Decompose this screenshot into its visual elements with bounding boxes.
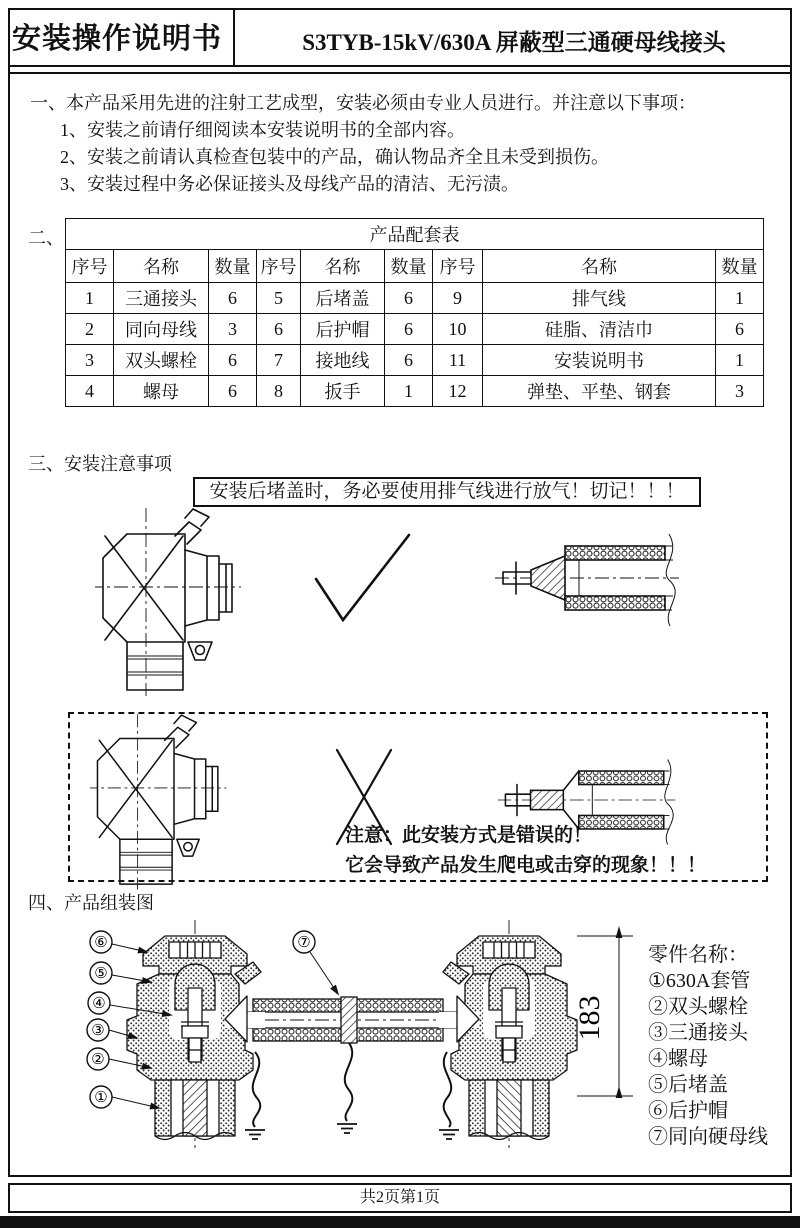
- col-header: 序号: [257, 250, 301, 283]
- cell: 6: [257, 314, 301, 345]
- ground-symbol: [337, 1124, 357, 1133]
- parts-list-item: ②双头螺栓: [648, 996, 748, 1018]
- cell: 2: [66, 314, 114, 345]
- cell: 安装说明书: [483, 345, 716, 376]
- col-header: 数量: [209, 250, 257, 283]
- cell: 8: [257, 376, 301, 407]
- assembly-connector-right: [439, 936, 577, 1140]
- cell: 6: [716, 314, 764, 345]
- assembly-diagram: [85, 918, 645, 1153]
- col-header: 序号: [66, 250, 114, 283]
- header-divider-bottom: [8, 72, 792, 74]
- callout-1: ①: [94, 1090, 108, 1106]
- col-header: 名称: [483, 250, 716, 283]
- cell: 5: [257, 283, 301, 314]
- busbar-joint-clamp: [341, 997, 357, 1043]
- cell: 接地线: [301, 345, 385, 376]
- header-divider-top: [8, 65, 792, 67]
- ground-symbol: [245, 1130, 265, 1139]
- cell: 排气线: [483, 283, 716, 314]
- section-2-label: 二、: [28, 228, 64, 248]
- cell: 6: [385, 345, 433, 376]
- cell: 6: [385, 283, 433, 314]
- cell: 1: [716, 283, 764, 314]
- section-1-item: 1、安装之前请仔细阅读本安装说明书的全部内容。: [60, 120, 465, 140]
- parts-list-item: ⑥后护帽: [648, 1100, 728, 1122]
- busbar-end-correct-drawing: [495, 518, 680, 640]
- cell: 6: [209, 283, 257, 314]
- cell: 1: [66, 283, 114, 314]
- section-1-notes: [30, 90, 770, 198]
- table-row: [66, 376, 764, 407]
- callout-6: ⑥: [94, 935, 108, 951]
- table-title: 产品配套表: [66, 219, 764, 250]
- parts-list-item: ①630A套管: [648, 970, 751, 992]
- doc-title: 安装操作说明书: [12, 21, 223, 55]
- cell: 后护帽: [301, 314, 385, 345]
- col-header: 序号: [433, 250, 483, 283]
- table-row: [66, 314, 764, 345]
- section-3-heading: 三、安装注意事项: [28, 454, 172, 474]
- dimension-label: 183: [573, 995, 606, 1041]
- callout-5: ⑤: [94, 966, 108, 982]
- section-4-heading: 四、产品组装图: [28, 893, 154, 913]
- tee-connector-drawing: [90, 712, 230, 890]
- table-row: [66, 345, 764, 376]
- callout-2: ②: [91, 1052, 105, 1068]
- callout-7: ⑦: [297, 935, 311, 951]
- product-title: S3TYB-15kV/630A 屏蔽型三通硬母线接头: [302, 30, 726, 55]
- parts-list-title: 零件名称：: [648, 944, 748, 966]
- tee-connector-drawing: [95, 506, 245, 696]
- wrong-note-line2: 它会导致产品发生爬电或击穿的现象！！！: [345, 855, 707, 876]
- ground-wire: [245, 1043, 459, 1139]
- cell: 3: [716, 376, 764, 407]
- cell: 11: [433, 345, 483, 376]
- cell: 扳手: [301, 376, 385, 407]
- cell: 6: [209, 345, 257, 376]
- parts-list-item: ⑦同向硬母线: [648, 1126, 768, 1148]
- col-header: 名称: [301, 250, 385, 283]
- cell: 7: [257, 345, 301, 376]
- parts-list-item: ④螺母: [648, 1048, 708, 1070]
- col-header: 数量: [716, 250, 764, 283]
- callout-4: ④: [92, 996, 106, 1012]
- table-row: [66, 283, 764, 314]
- cell: 10: [433, 314, 483, 345]
- warning-box: 安装后堵盖时，务必要使用排气线进行放气！切记！！！: [193, 477, 701, 507]
- cell: 12: [433, 376, 483, 407]
- cell: 6: [385, 314, 433, 345]
- cell: 6: [209, 376, 257, 407]
- col-header: 名称: [114, 250, 209, 283]
- cell: 螺母: [114, 376, 209, 407]
- cell: 三通接头: [114, 283, 209, 314]
- section-1-item: 2、安装之前请认真检查包装中的产品，确认物品齐全且未受到损伤。: [60, 147, 609, 167]
- cell: 双头螺栓: [114, 345, 209, 376]
- callout-3: ③: [91, 1023, 105, 1039]
- cell: 9: [433, 283, 483, 314]
- page-footer: 共2页第1页: [8, 1183, 792, 1213]
- product-kit-table: [65, 218, 764, 407]
- cell: 4: [66, 376, 114, 407]
- col-header: 数量: [385, 250, 433, 283]
- cell: 后堵盖: [301, 283, 385, 314]
- wrong-note-line1: 注意：此安装方式是错误的！: [345, 825, 593, 846]
- cell: 1: [716, 345, 764, 376]
- parts-list: [648, 942, 768, 1150]
- scan-bottom-bar: [0, 1216, 800, 1228]
- cell: 弹垫、平垫、钢套: [483, 376, 716, 407]
- dimension-183: [573, 936, 633, 1096]
- cell: 3: [66, 345, 114, 376]
- parts-list-item: ③三通接头: [648, 1022, 748, 1044]
- section-1-item: 3、安装过程中务必保证接头及母线产品的清洁、无污渍。: [60, 174, 519, 194]
- cell: 同向母线: [114, 314, 209, 345]
- parts-list-item: ⑤后堵盖: [648, 1074, 728, 1096]
- assembly-connector-left: [127, 936, 265, 1140]
- ground-symbol: [439, 1130, 459, 1139]
- cell: 硅脂、清洁巾: [483, 314, 716, 345]
- cell: 3: [209, 314, 257, 345]
- check-mark-icon: [313, 532, 413, 627]
- cell: 1: [385, 376, 433, 407]
- section-1-lead: 一、本产品采用先进的注射工艺成型，安装必须由专业人员进行。并注意以下事项：: [30, 93, 696, 113]
